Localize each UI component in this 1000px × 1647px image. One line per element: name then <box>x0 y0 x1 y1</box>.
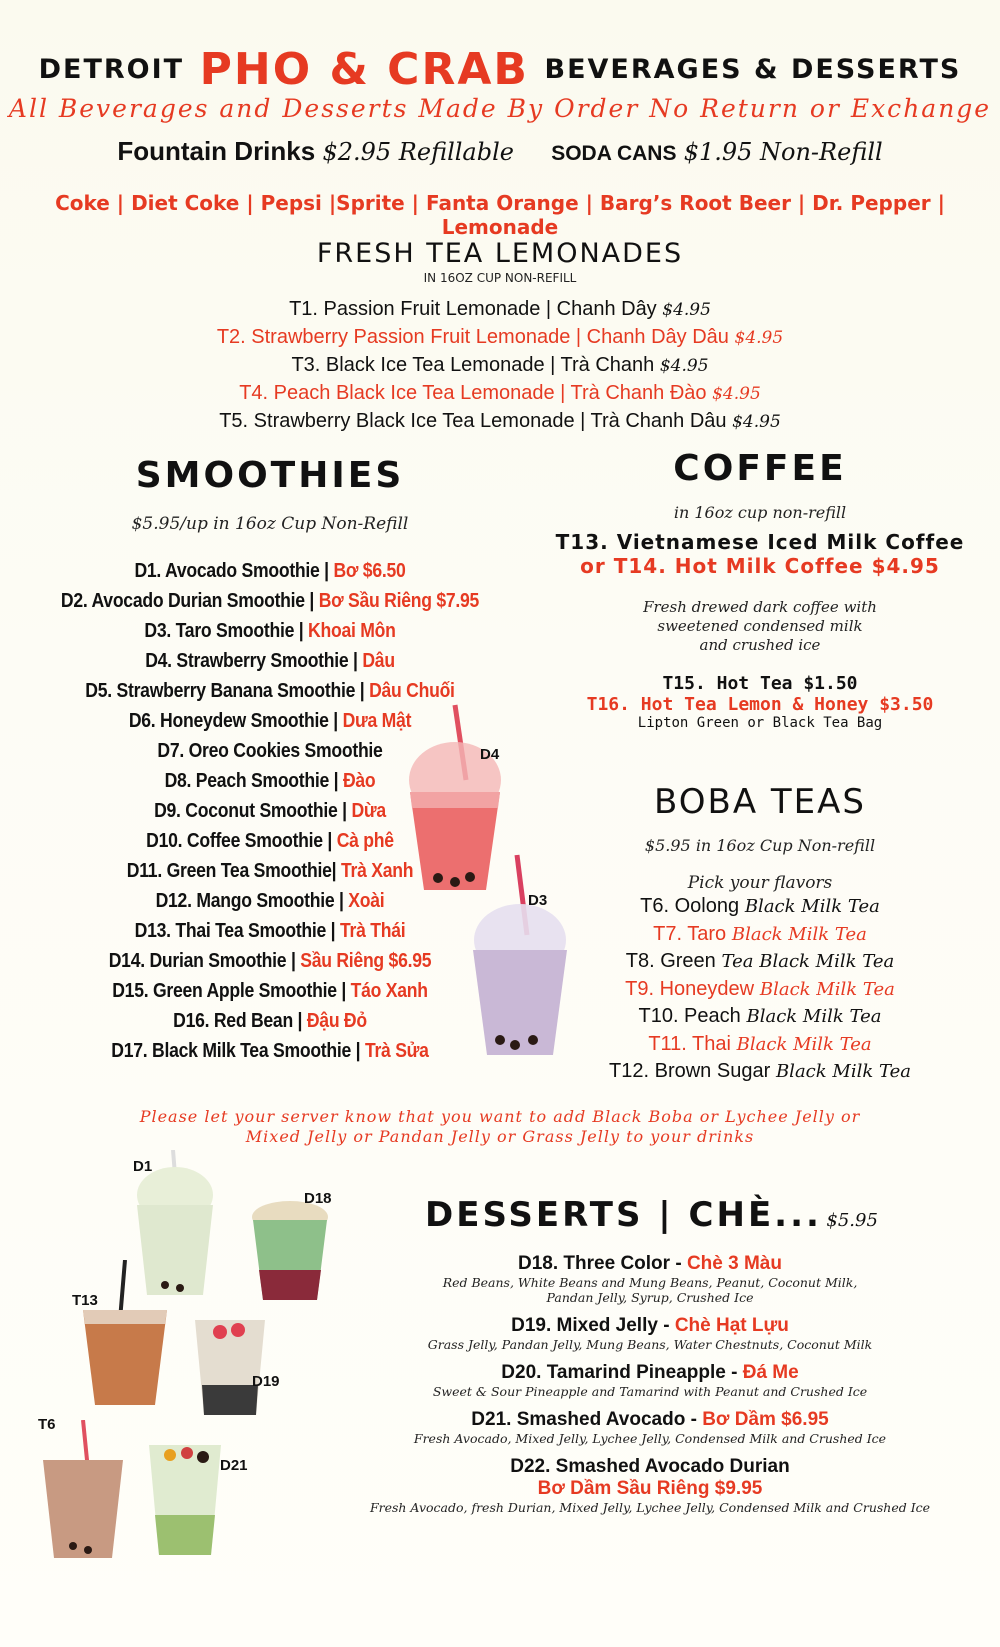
addons-line2: Mixed Jelly or Pandan Jelly or Grass Jelly to your drinks <box>245 1127 755 1146</box>
smoothie-vn-name: Táo Xanh <box>350 980 428 1002</box>
smoothie-name: D4. Strawberry Smoothie | <box>145 650 363 672</box>
smoothie-name: D13. Thai Tea Smoothie | <box>134 920 340 942</box>
dessert-description: Sweet & Sour Pineapple and Tamarind with Peanut and Crushed Ice <box>432 1384 868 1399</box>
smoothie-name: D10. Coffee Smoothie | <box>146 830 337 852</box>
smoothie-vn-name: Đào <box>342 770 376 792</box>
soda-cans-price: $1.95 Non-Refill <box>683 138 883 166</box>
lemonade-price: $4.95 <box>734 328 784 348</box>
smoothie-vn-name: Bơ $6.50 <box>333 560 406 582</box>
coffee-title: COFFEE <box>673 448 847 489</box>
smoothie-name: D3. Taro Smoothie | <box>144 620 309 642</box>
smoothie-vn-name: Trà Thái <box>339 920 406 942</box>
dessert-item <box>310 1362 990 1399</box>
addons-note <box>0 1107 1000 1147</box>
smoothie-item <box>59 976 481 1006</box>
cup-label-d19: D19 <box>252 1373 280 1390</box>
smoothie-name: D17. Black Milk Tea Smoothie | <box>111 1040 365 1062</box>
coffee-line1: T13. Vietnamese Iced Milk Coffee <box>555 530 965 554</box>
boba-flavor: T8. Green <box>625 950 716 972</box>
coffee-desc-line3: and crushed ice <box>699 636 821 654</box>
cup-label-d1: D1 <box>133 1158 153 1175</box>
dessert-name: D21. Smashed Avocado - <box>471 1409 703 1430</box>
dessert-name: D19. Mixed Jelly - <box>511 1315 675 1336</box>
cup-d18-image <box>245 1195 335 1305</box>
boba-suffix: Tea Black Milk Tea <box>715 951 895 972</box>
smoothie-item <box>59 646 481 676</box>
header-right: BEVERAGES & DESSERTS <box>544 54 962 85</box>
cup-d21-image <box>145 1435 225 1560</box>
boba-item <box>540 1058 980 1086</box>
smoothie-vn-name: Dâu Chuối <box>369 680 455 702</box>
boba-suffix: Black Milk Tea <box>730 1033 872 1055</box>
boba-note: $5.95 in 16oz Cup Non-refill <box>644 836 876 855</box>
smoothie-vn-name: Dâu <box>362 650 395 672</box>
coffee-desc <box>540 598 980 655</box>
dessert-title <box>310 1362 990 1384</box>
smoothie-vn-name: Đậu Đỏ <box>306 1010 367 1032</box>
coffee-line2: or T14. Hot Milk Coffee $4.95 <box>580 554 940 578</box>
lemonade-item <box>0 352 1000 380</box>
lemonades-title: FRESH TEA LEMONADES <box>316 238 684 269</box>
boba-item <box>540 948 980 976</box>
boba-flavor: T9. Honeydew <box>625 977 755 1000</box>
boba-item <box>540 1031 980 1059</box>
tea-bag-note: Lipton Green or Black Tea Bag <box>637 715 883 731</box>
lemonade-name: T4. Peach Black Ice Tea Lemonade | Trà Chanh Đào <box>239 382 707 404</box>
lemonade-item <box>0 408 1000 436</box>
cup-d3-image <box>465 850 575 1060</box>
lemonade-price: $4.95 <box>662 300 711 320</box>
lemonade-name: T2. Strawberry Passion Fruit Lemonade | Chanh Dây Dâu <box>216 326 729 348</box>
smoothie-name: D8. Peach Smoothie | <box>164 770 343 792</box>
coffee-desc-line2: sweetened condensed milk <box>657 617 863 635</box>
smoothie-item <box>59 1036 481 1066</box>
boba-list <box>540 893 980 1086</box>
boba-pick: Pick your flavors <box>687 873 833 893</box>
smoothie-item <box>59 586 481 616</box>
smoothie-name: D14. Durian Smoothie | <box>108 950 301 972</box>
cup-label-d18: D18 <box>304 1190 332 1207</box>
boba-suffix: Black Milk Tea <box>740 1006 882 1027</box>
lemonade-price: $4.95 <box>732 412 781 432</box>
lemonade-item <box>0 324 1000 352</box>
soda-list: Coke | Diet Coke | Pepsi |Sprite | Fanta Orange | Barg’s Root Beer | Dr. Pepper | Lemonade <box>55 191 945 239</box>
smoothie-vn-name: Xoài <box>348 890 385 912</box>
cup-label-t6: T6 <box>38 1416 56 1433</box>
boba-flavor: T11. Thai <box>648 1032 731 1055</box>
dessert-description: Pandan Jelly, Syrup, Crushed Ice <box>546 1290 754 1305</box>
dessert-vn-name: Đá Me <box>742 1362 799 1383</box>
smoothie-name: D7. Oreo Cookies Smoothie <box>157 740 383 762</box>
dessert-title <box>310 1409 990 1431</box>
smoothie-name: D12. Mango Smoothie | <box>155 890 349 912</box>
dessert-vn-name: Bơ Dầm $6.95 <box>702 1409 829 1430</box>
boba-item <box>540 1003 980 1031</box>
dessert-description: Red Beans, White Beans and Mung Beans, Peanut, Coconut Milk, <box>442 1275 858 1290</box>
cup-d19-image <box>190 1310 270 1420</box>
dessert-item <box>310 1315 990 1352</box>
header-left: DETROIT <box>38 54 185 85</box>
smoothie-vn-name: Sầu Riêng $6.95 <box>300 950 432 972</box>
lemonade-item <box>0 380 1000 408</box>
boba-flavor: T7. Taro <box>653 922 727 945</box>
smoothie-name: D5. Strawberry Banana Smoothie | <box>85 680 370 702</box>
boba-flavor: T10. Peach <box>638 1005 741 1027</box>
smoothie-vn-name: Dưa Mật <box>342 710 412 732</box>
dessert-vn-name: Chè Hạt Lựu <box>674 1315 789 1336</box>
boba-section <box>540 782 980 1086</box>
cup-t6-image <box>38 1420 128 1560</box>
desserts-title-row <box>310 1195 990 1235</box>
lemonades-note: IN 16OZ CUP NON-REFILL <box>423 271 577 285</box>
boba-flavor: T12. Brown Sugar <box>609 1060 771 1082</box>
dessert-description: Grass Jelly, Pandan Jelly, Mung Beans, Water Chestnuts, Coconut Milk <box>427 1337 873 1352</box>
boba-flavor: T6. Oolong <box>640 895 740 917</box>
coffee-note: in 16oz cup non-refill <box>673 503 847 522</box>
dessert-description: Fresh Avocado, Mixed Jelly, Lychee Jelly, Condensed Milk and Crushed Ice <box>413 1431 887 1446</box>
smoothie-item <box>59 556 481 586</box>
smoothie-name: D1. Avocado Smoothie | <box>134 560 334 582</box>
smoothie-name: D2. Avocado Durian Smoothie | <box>60 590 319 612</box>
lemonade-price: $4.95 <box>712 384 761 404</box>
smoothie-vn-name: Trà Sửa <box>364 1040 429 1062</box>
dessert-name: D18. Three Color - <box>518 1253 687 1274</box>
dessert-title <box>310 1315 990 1337</box>
brand-name: PHO & CRAB <box>199 44 529 95</box>
cup-label-d4: D4 <box>480 746 500 763</box>
soda-cans-label: SODA CANS <box>551 142 677 165</box>
dessert-vn-name: Chè 3 Màu <box>686 1253 782 1274</box>
smoothie-name: D11. Green Tea Smoothie| <box>126 860 341 882</box>
dessert-name: D20. Tamarind Pineapple - <box>501 1362 743 1383</box>
fountain-line <box>0 136 1000 167</box>
smoothie-item <box>59 1006 481 1036</box>
lemonade-item <box>0 296 1000 324</box>
smoothie-name: D6. Honeydew Smoothie | <box>128 710 343 732</box>
smoothie-vn-name: Trà Xanh <box>340 860 414 882</box>
desserts-title-price: $5.95 <box>826 1210 878 1231</box>
smoothie-name: D16. Red Bean | <box>173 1010 307 1032</box>
smoothie-name: D15. Green Apple Smoothie | <box>112 980 351 1002</box>
dessert-title <box>310 1456 990 1478</box>
boba-suffix: Black Milk Tea <box>739 896 880 917</box>
lemonades-list <box>0 296 1000 436</box>
smoothies-title: SMOOTHIES <box>135 455 405 496</box>
coffee-section <box>540 448 980 731</box>
smoothie-item <box>59 946 481 976</box>
dessert-vn-row <box>310 1478 990 1500</box>
cup-t13-image <box>75 1260 175 1410</box>
cup-label-d3: D3 <box>528 892 548 909</box>
dessert-vn-name: Bơ Dầm Sầu Riêng $9.95 <box>537 1478 763 1499</box>
smoothie-vn-name: Cà phê <box>336 830 394 852</box>
desserts-section <box>310 1195 990 1525</box>
lemonade-price: $4.95 <box>659 356 709 376</box>
menu-header <box>0 44 1000 95</box>
boba-item <box>540 893 980 921</box>
dessert-description: Fresh Avocado, fresh Durian, Mixed Jelly, Lychee Jelly, Condensed Milk and Crushed Ice <box>369 1500 931 1515</box>
lemonade-name: T1. Passion Fruit Lemonade | Chanh Dây <box>289 298 657 320</box>
lemonade-name: T5. Strawberry Black Ice Tea Lemonade | Trà Chanh Dâu <box>219 410 727 432</box>
smoothie-vn-name: Bơ Sầu Riêng $7.95 <box>318 590 480 612</box>
header-subtitle: All Beverages and Desserts Made By Order No Return or Exchange <box>8 94 992 123</box>
coffee-desc-line1: Fresh drewed dark coffee with <box>643 598 877 616</box>
hot-tea-lemon-item: T16. Hot Tea Lemon & Honey $3.50 <box>586 694 934 715</box>
fountain-price: $2.95 Refillable <box>322 138 514 166</box>
smoothie-vn-name: Dừa <box>351 800 386 822</box>
cup-label-t13: T13 <box>72 1292 98 1309</box>
boba-suffix: Black Milk Tea <box>770 1061 911 1082</box>
dessert-title <box>310 1253 990 1275</box>
hot-tea-item: T15. Hot Tea $1.50 <box>662 673 858 694</box>
dessert-name: D22. Smashed Avocado Durian <box>510 1456 790 1477</box>
smoothies-note: $5.95/up in 16oz Cup Non-Refill <box>131 514 409 534</box>
smoothie-item <box>59 616 481 646</box>
boba-item <box>540 976 980 1004</box>
dessert-item <box>310 1409 990 1446</box>
cup-label-d21: D21 <box>220 1457 248 1474</box>
lemonade-name: T3. Black Ice Tea Lemonade | Trà Chanh <box>291 354 655 376</box>
smoothie-vn-name: Khoai Môn <box>308 620 396 642</box>
boba-suffix: Black Milk Tea <box>726 923 867 945</box>
fountain-label: Fountain Drinks <box>117 136 316 166</box>
smoothie-name: D9. Coconut Smoothie | <box>154 800 352 822</box>
dessert-item <box>310 1456 990 1515</box>
addons-line1: Please let your server know that you want to add Black Boba or Lychee Jelly or <box>139 1107 861 1126</box>
desserts-title: DESSERTS | CHÈ... <box>425 1195 822 1235</box>
boba-title: BOBA TEAS <box>654 782 866 822</box>
boba-suffix: Black Milk Tea <box>754 978 895 1000</box>
boba-item <box>540 921 980 949</box>
desserts-list <box>310 1253 990 1515</box>
smoothie-item <box>59 916 481 946</box>
dessert-item <box>310 1253 990 1305</box>
